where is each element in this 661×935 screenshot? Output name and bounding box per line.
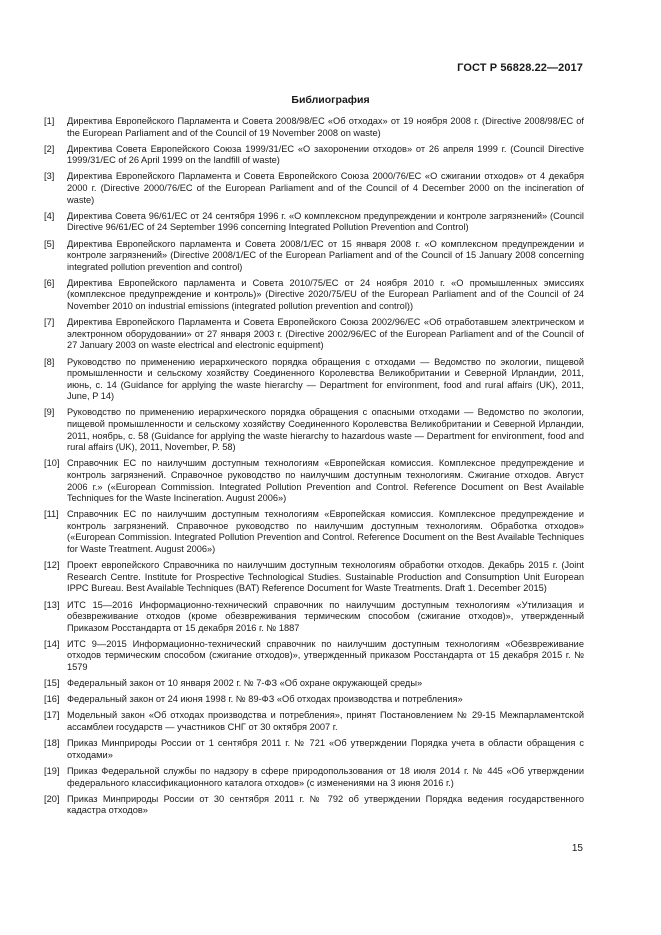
- bibliography-item: [44, 171, 584, 206]
- reference-number: [13]: [44, 599, 60, 610]
- bibliography-item: [44, 509, 584, 555]
- bibliography-item: [44, 458, 584, 504]
- reference-number: [16]: [44, 694, 60, 705]
- reference-number: [14]: [44, 638, 60, 649]
- bibliography-item: [44, 317, 584, 352]
- bibliography-item: [44, 600, 584, 635]
- reference-number: [19]: [44, 765, 60, 776]
- reference-number: [8]: [44, 356, 55, 367]
- bibliography-item: [44, 239, 584, 274]
- reference-text: Модельный закон «Об отходах производства и потребления», принят Постановлением № 29-15 Межпарламентской ассамблеи государств — участников СНГ от 30 октября 2007 г.: [67, 710, 584, 733]
- bibliography-item: [44, 407, 584, 453]
- reference-text: Руководство по применению иерархического порядка обращения с отходами — Ведомство по экологии, пищевой промышленности и сельскому хозяйству Соединенного Королевства Великобритании и Северной Ирландии, 2011, июнь, с. 14 (Guidance for applying the waste hierarchy — Department for environment, food and rural affairs (UK), 2011, June, P 14): [67, 356, 584, 402]
- reference-number: [17]: [44, 710, 60, 721]
- bibliography-item: [44, 710, 584, 733]
- bibliography-item: [44, 738, 584, 761]
- reference-number: [18]: [44, 738, 60, 749]
- reference-number: [1]: [44, 116, 55, 126]
- reference-text: Проект европейского Справочника по наилучшим доступным технологиям обработки отходов. Декабрь 2015 г. (Joint Research Centre. Institute for Prospective Technological Studies. Sustainable Production and Consumption Unit European IPPC Bureau. Best Available Techniques (BAT) Reference Document for Waste Treatments. Draft 1. December 2015): [67, 560, 584, 594]
- reference-text: Руководство по применению иерархического порядка обращения с опасными отходами — Ведомство по экологии, пищевой промышленности и сельскому хозяйству Соединенного Королевства Великобритании и Северной Ирландии, 2011, ноябрь, с. 58 (Guidance for applying the waste hierarchy to hazardous waste — Department for environment, food and rural affairs (UK), 2011, November, P. 58): [67, 407, 584, 453]
- reference-text: ИТС 15—2016 Информационно-технический справочник по наилучшим доступным технологиям «Утилизация и обезвреживание отходов (кроме обезвреживания термическим способом (сжигание отходов)», утвержденный Приказом Росстандарта от 15 декабря 2016 г. № 1887: [67, 599, 584, 633]
- bibliography-item: [44, 144, 584, 167]
- bibliography-item: [44, 694, 584, 706]
- bibliography-item: [44, 678, 584, 690]
- reference-number: [4]: [44, 210, 55, 221]
- bibliography-item: [44, 357, 584, 403]
- reference-text: Директива Совета Европейского Союза 1999/31/ЕС «О захоронении отходов» от 26 апреля 1999 г. (Council Directive 1999/31/EC of 26 April 1999 on the landfill of waste): [67, 143, 584, 166]
- reference-text: Приказ Минприроды России от 30 сентября 2011 г. № 792 об утверждении Порядка ведения государственного кадастра отходов»: [67, 793, 584, 816]
- reference-text: Приказ Минприроды России от 1 сентября 2011 г. № 721 «Об утверждении Порядка учета в области обращения с отходами»: [67, 738, 584, 760]
- reference-number: [20]: [44, 793, 60, 804]
- reference-text: Федеральный закон от 24 июня 1998 г. № 89-ФЗ «Об отходах производства и потребления»: [67, 694, 463, 705]
- reference-number: [12]: [44, 560, 60, 571]
- reference-text: Директива Европейского парламента и Совета 2010/75/ЕС от 24 ноября 2010 г. «О промышленных эмиссиях (комплексное предупреждение и контроль)» (Directive 2020/75/EU of the European Parliament and of the Council of 24 November 2010 on industrial emissions (integrated pollution prevention and control)): [67, 277, 584, 312]
- reference-text: ИТС 9—2015 Информационно-технический справочник по наилучшим доступным технологиям «Обезвреживание отходов термическим способом (сжигание отходов)», утвержденный приказом Росстандарта от 15 декабря 2015 г. № 1579: [67, 638, 584, 673]
- reference-text: Директива Совета 96/61/ЕС от 24 сентября 1996 г. «О комплексном предупреждении и контроле загрязнений» (Council Directive 96/61/EC of 24 September 1996 concerning Integrated Pollution Prevention and Control): [67, 210, 584, 233]
- reference-text: Приказ Федеральной службы по надзору в сфере природопользования от 18 июля 2014 г. № 445 «Об утверждении федерального классификационного каталога отходов» (с изменениями на 3 июня 2016 г.): [67, 765, 584, 788]
- reference-text: Директива Европейского Парламента и Совета Европейского Союза 2000/76/ЕС «О сжигании отходов» от 4 декабря 2000 г. (Directive 2000/76/EC of the European Parliament and of the Council of 4 December 2000 on the incineration of waste): [67, 171, 584, 205]
- reference-number: [6]: [44, 277, 55, 288]
- bibliography-item: [44, 560, 584, 595]
- reference-number: [11]: [44, 509, 59, 520]
- page-title: Библиография: [291, 94, 370, 106]
- bibliography-item: [44, 766, 584, 789]
- reference-number: [7]: [44, 317, 55, 328]
- reference-number: [10]: [44, 458, 60, 469]
- bibliography-item: [44, 116, 584, 139]
- reference-number: [2]: [44, 143, 55, 154]
- reference-text: Директива Европейского Парламента и Совета Европейского Союза 2002/96/ЕС «Об отработавшем электрическом и электронном оборудовании» от 27 января 2003 г. (Directive 2002/96/EC of the European Parliament and of the Council of 27 January 2003 on waste electrical and electronic equipment): [67, 317, 584, 351]
- reference-number: [3]: [44, 171, 55, 182]
- bibliography-item: [44, 278, 584, 313]
- bibliography-item: [44, 794, 584, 817]
- page-number: 15: [571, 843, 583, 854]
- reference-number: [15]: [44, 678, 60, 689]
- reference-text: Директива Европейского Парламента и Совета 2008/98/ЕС «Об отходах» от 19 ноября 2008 г. (Directive 2008/98/EC of the European Parliament and of the Council of 19 November 2008 on waste): [67, 116, 584, 138]
- bibliography-list: [44, 116, 584, 821]
- reference-text: Справочник ЕС по наилучшим доступным технологиям «Европейская комиссия. Комплексное предупреждение и контроль загрязнений. Справочное руководство по наилучшим доступным технологиям. Сжигание отходов. Август 2006 г.» («European Commission. Integrated Pollution Prevention and Control. Reference Document on Best Available Techniques for the Waste Incineration. August 2006»): [67, 458, 584, 504]
- reference-number: [5]: [44, 238, 55, 249]
- reference-text: Федеральный закон от 10 января 2002 г. № 7-ФЗ «Об охране окружающей среды»: [67, 678, 423, 689]
- reference-text: Директива Европейского парламента и Совета 2008/1/ЕС от 15 января 2008 г. «О комплексном предупреждении и контроле загрязнений» (Directive 2008/1/EC of the European Parliament and of the Council of 15 January 2008 concerning integrated pollution prevention and control): [67, 238, 584, 272]
- bibliography-item: [44, 639, 584, 674]
- reference-text: Справочник ЕС по наилучшим доступным технологиям «Европейская комиссия. Комплексное предупреждение и контроль загрязнений. Справочное руководство по наилучшим доступным технологиям. Обработка отходов» («European Commission. Integrated Pollution Prevention and Control. Reference Document on the Best Available Techniques for Waste Treatment. August 2006»): [67, 509, 584, 555]
- reference-number: [9]: [44, 407, 55, 418]
- bibliography-item: [44, 211, 584, 234]
- document-code: ГОСТ Р 56828.22—2017: [457, 62, 583, 74]
